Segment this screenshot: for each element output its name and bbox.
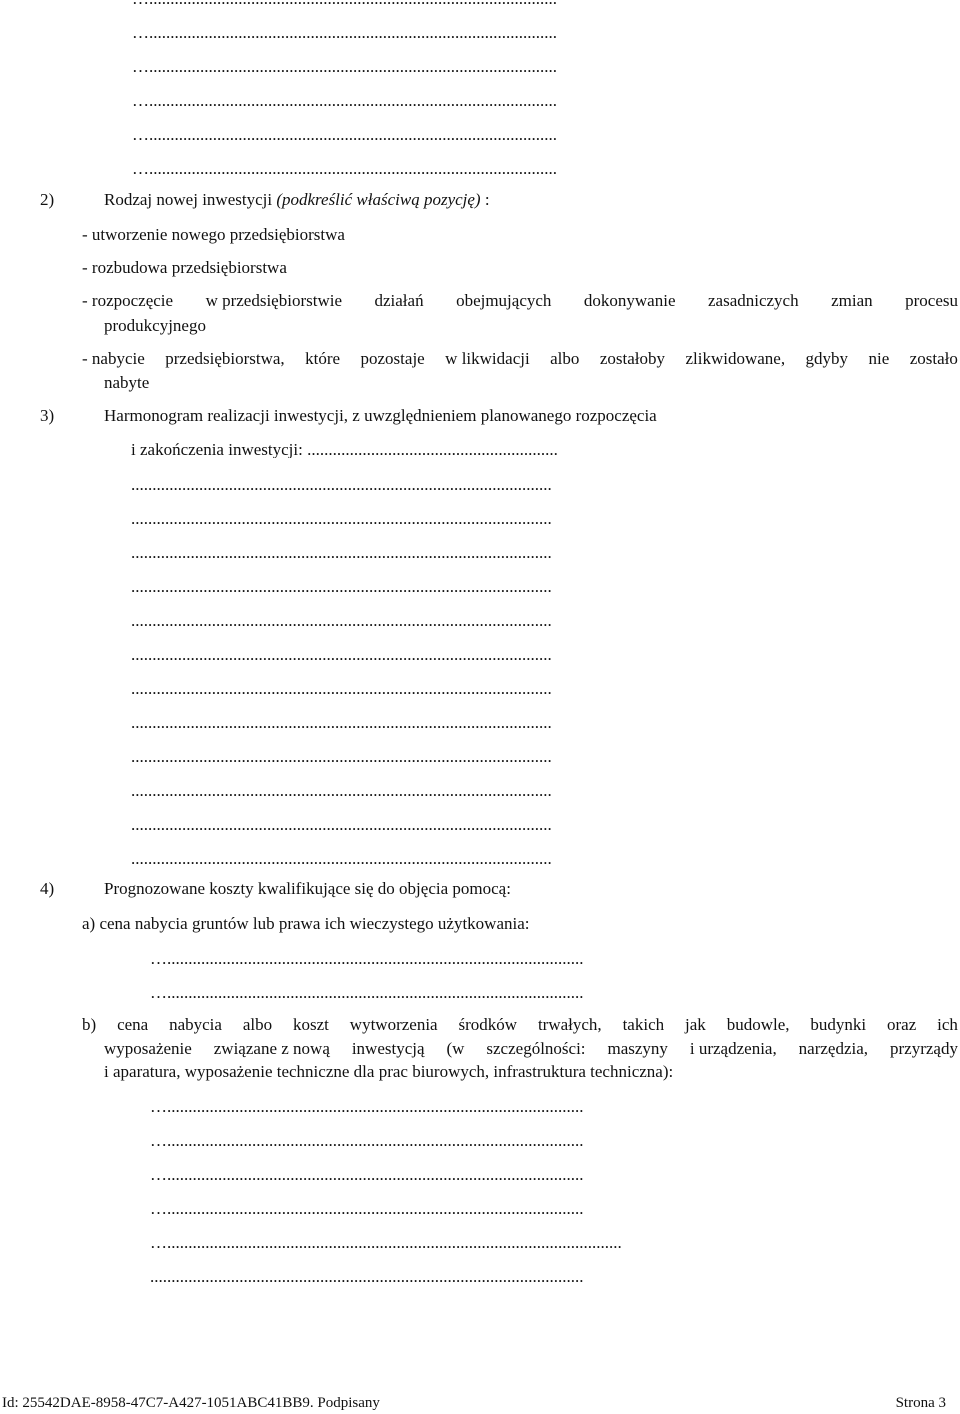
dotted-line: ................................................................................................... [131,476,552,493]
option-item: - utworzenie nowego przedsiębiorstwa [82,225,345,244]
word: pozostaje [360,349,425,368]
word: zmian [831,291,873,310]
option-item-continuation: produkcyjnego [104,316,206,335]
word: zostałoby [599,349,666,368]
dotted-line [132,0,824,7]
section-number: 2) [40,190,55,209]
word: procesu [905,291,958,310]
dotted-line: ….................................................................................................. [150,1166,584,1183]
word: w likwidacji [445,349,530,368]
cost-item-b-line: i aparatura, wyposażenie techniczne dla prac biurowych, infrastruktura techniczna): [104,1062,674,1081]
section-title: Rodzaj nowej inwestycji [104,190,273,209]
dotted-line: …................................................................................................ [132,58,557,75]
dotted-line: …................................................................................................ [132,126,557,143]
dotted-line: …................................................................................................ [132,24,557,41]
word: przedsiębiorstwa, [165,349,285,368]
word: zostało [909,349,958,368]
dotted-line: ….................................................................................................. [150,1200,584,1217]
dotted-line: ................................................................................................... [131,578,552,595]
option-item [82,292,958,309]
word: zasadniczych [707,291,799,310]
option-item [82,350,958,367]
word: - rozpoczęcie [82,291,174,310]
section-title-continuation [131,441,824,458]
word: (w [446,1039,465,1058]
word: wyposażenie [104,1039,192,1058]
section-colon: : [484,190,490,209]
dotted-line: ................................................................................................... [131,748,552,765]
word: wytworzenia [349,1015,438,1034]
word: maszyny [607,1039,668,1058]
word: działań [374,291,424,310]
page-number: Strona 3 [895,1395,946,1411]
dotted-line: ................................................................................................... [131,850,552,867]
cost-item-b-line [82,1016,958,1033]
dotted-line: ...................................................................................................... [150,1268,584,1285]
section-number: 3) [40,406,55,425]
word: narzędzia, [798,1039,869,1058]
dotted-line: …........................................................................................................... [150,1234,622,1251]
word: związane z nową [213,1039,330,1058]
dotted-line: ................................................................................................... [131,816,552,833]
dotted-line: ................................................................................................... [131,510,552,527]
word: gdyby [805,349,849,368]
cost-item-b-line [104,1040,958,1057]
section-title-text: i zakończenia inwestycji: [131,441,308,458]
word: albo [242,1015,273,1034]
section-hint: (podkreślić właściwą pozycję) [276,190,481,209]
word: ich [937,1015,958,1034]
section-title: Harmonogram realizacji inwestycji, z uwzględnieniem planowanego rozpoczęcia [104,406,657,425]
dotted-line: ................................................................................................... [131,782,552,799]
word: które [305,349,341,368]
word: jak [685,1015,706,1034]
word: trwałych, [537,1015,602,1034]
word: koszt [293,1015,329,1034]
word: cena [117,1015,149,1034]
dotted-line: ….................................................................................................. [150,984,584,1001]
option-item-continuation: nabyte [104,373,150,392]
dotted-line: ….................................................................................................. [150,1132,584,1149]
word: dokonywanie [583,291,676,310]
word: szczególności: [486,1039,586,1058]
document-id: Id: 25542DAE-8958-47C7-A427-1051ABC41BB9. Podpisany [2,1395,380,1411]
word: b) [82,1015,97,1034]
dotted-line: ................................................................................................... [131,714,552,731]
word: budowle, [726,1015,790,1034]
word: takich [622,1015,665,1034]
dotted-line: …................................................................................................ [132,92,557,109]
word: nabycia [169,1015,222,1034]
option-item: - rozbudowa przedsiębiorstwa [82,258,287,277]
word: budynki [810,1015,867,1034]
dotted-line: ................................................................................................... [131,680,552,697]
section-heading [104,191,490,208]
cost-item-a-label: a) cena nabycia gruntów lub prawa ich wieczystego użytkowania: [82,914,530,933]
word: inwestycją [351,1039,425,1058]
dotted-line: ........................................................... [307,441,558,458]
dotted-line: ................................................................................................... [131,646,552,663]
word: obejmujących [456,291,552,310]
dotted-line: ................................................................................................... [131,544,552,561]
word: albo [550,349,580,368]
word: w przedsiębiorstwie [205,291,342,310]
section-number: 4) [40,879,55,898]
word: zlikwidowane, [685,349,786,368]
dotted-line: ….................................................................................................. [150,950,584,967]
dotted-line: …................................................................................................ [132,160,557,177]
word: oraz [887,1015,917,1034]
word: - nabycie [82,349,145,368]
word: nie [868,349,890,368]
word: i urządzenia, [689,1039,777,1058]
word: środków [458,1015,518,1034]
word: przyrządy [890,1039,958,1058]
dotted-line: ….................................................................................................. [150,1098,584,1115]
section-title: Prognozowane koszty kwalifikujące się do objęcia pomocą: [104,879,511,898]
dotted-line: ................................................................................................... [131,612,552,629]
